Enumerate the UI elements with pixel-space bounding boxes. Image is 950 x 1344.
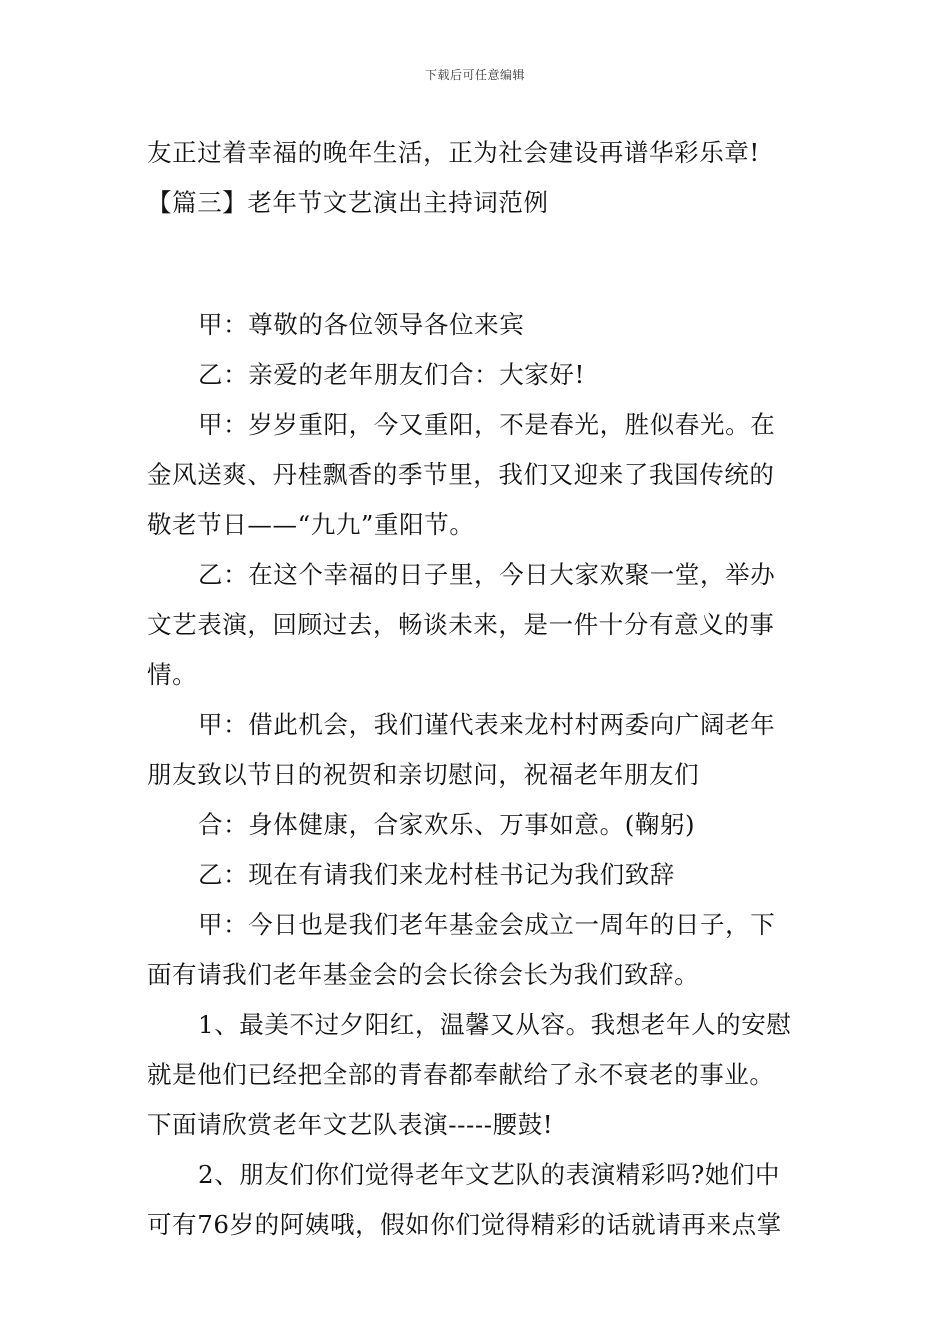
text-line: 文艺表演，回顾过去，畅谈未来，是一件十分有意义的事 — [147, 610, 775, 639]
text-line: 2、朋友们你们觉得老年文艺队的表演精彩吗?她们中 — [198, 1160, 781, 1189]
text-line: 就是他们已经把全部的青春都奉献给了永不衰老的事业。 — [147, 1060, 775, 1089]
text-line: 面有请我们老年基金会的会长徐会长为我们致辞。 — [147, 960, 700, 989]
text-line: 友正过着幸福的晚年生活，正为社会建设再谱华彩乐章! — [147, 138, 760, 167]
section-heading: 【篇三】老年节文艺演出主持词范例 — [147, 188, 549, 217]
text-line: 敬老节日——“九九”重阳节。 — [147, 510, 475, 539]
text-line: 乙：在这个幸福的日子里，今日大家欢聚一堂，举办 — [198, 560, 776, 589]
document-body — [147, 128, 807, 1250]
text-line: 甲：今日也是我们老年基金会成立一周年的日子，下 — [198, 910, 776, 939]
text-line: 可有76岁的阿姨哦，假如你们觉得精彩的话就请再来点掌 — [147, 1210, 782, 1239]
text-line: 乙：现在有请我们来龙村桂书记为我们致辞 — [198, 860, 675, 889]
text-line: 下面请欣赏老年文艺队表演-----腰鼓! — [147, 1110, 554, 1139]
page-header-note: 下载后可任意编辑 — [424, 68, 525, 82]
text-line: 甲：尊敬的各位领导各位来宾 — [198, 310, 525, 339]
text-line: 甲：岁岁重阳，今又重阳，不是春光，胜似春光。在 — [198, 410, 776, 439]
text-line: 1、最美不过夕阳红，温馨又从容。我想老年人的安慰 — [198, 1010, 792, 1039]
text-line: 情。 — [147, 660, 198, 689]
blank-space — [147, 228, 807, 300]
text-line: 朋友致以节日的祝贺和亲切慰问，祝福老年朋友们 — [147, 760, 700, 789]
text-line: 合：身体健康，合家欢乐、万事如意。(鞠躬) — [198, 810, 696, 839]
text-line: 甲：借此机会，我们谨代表来龙村村两委向广阔老年 — [198, 710, 776, 739]
text-line: 金风送爽、丹桂飘香的季节里，我们又迎来了我国传统的 — [147, 460, 775, 489]
text-line: 乙：亲爱的老年朋友们合：大家好! — [198, 360, 585, 389]
